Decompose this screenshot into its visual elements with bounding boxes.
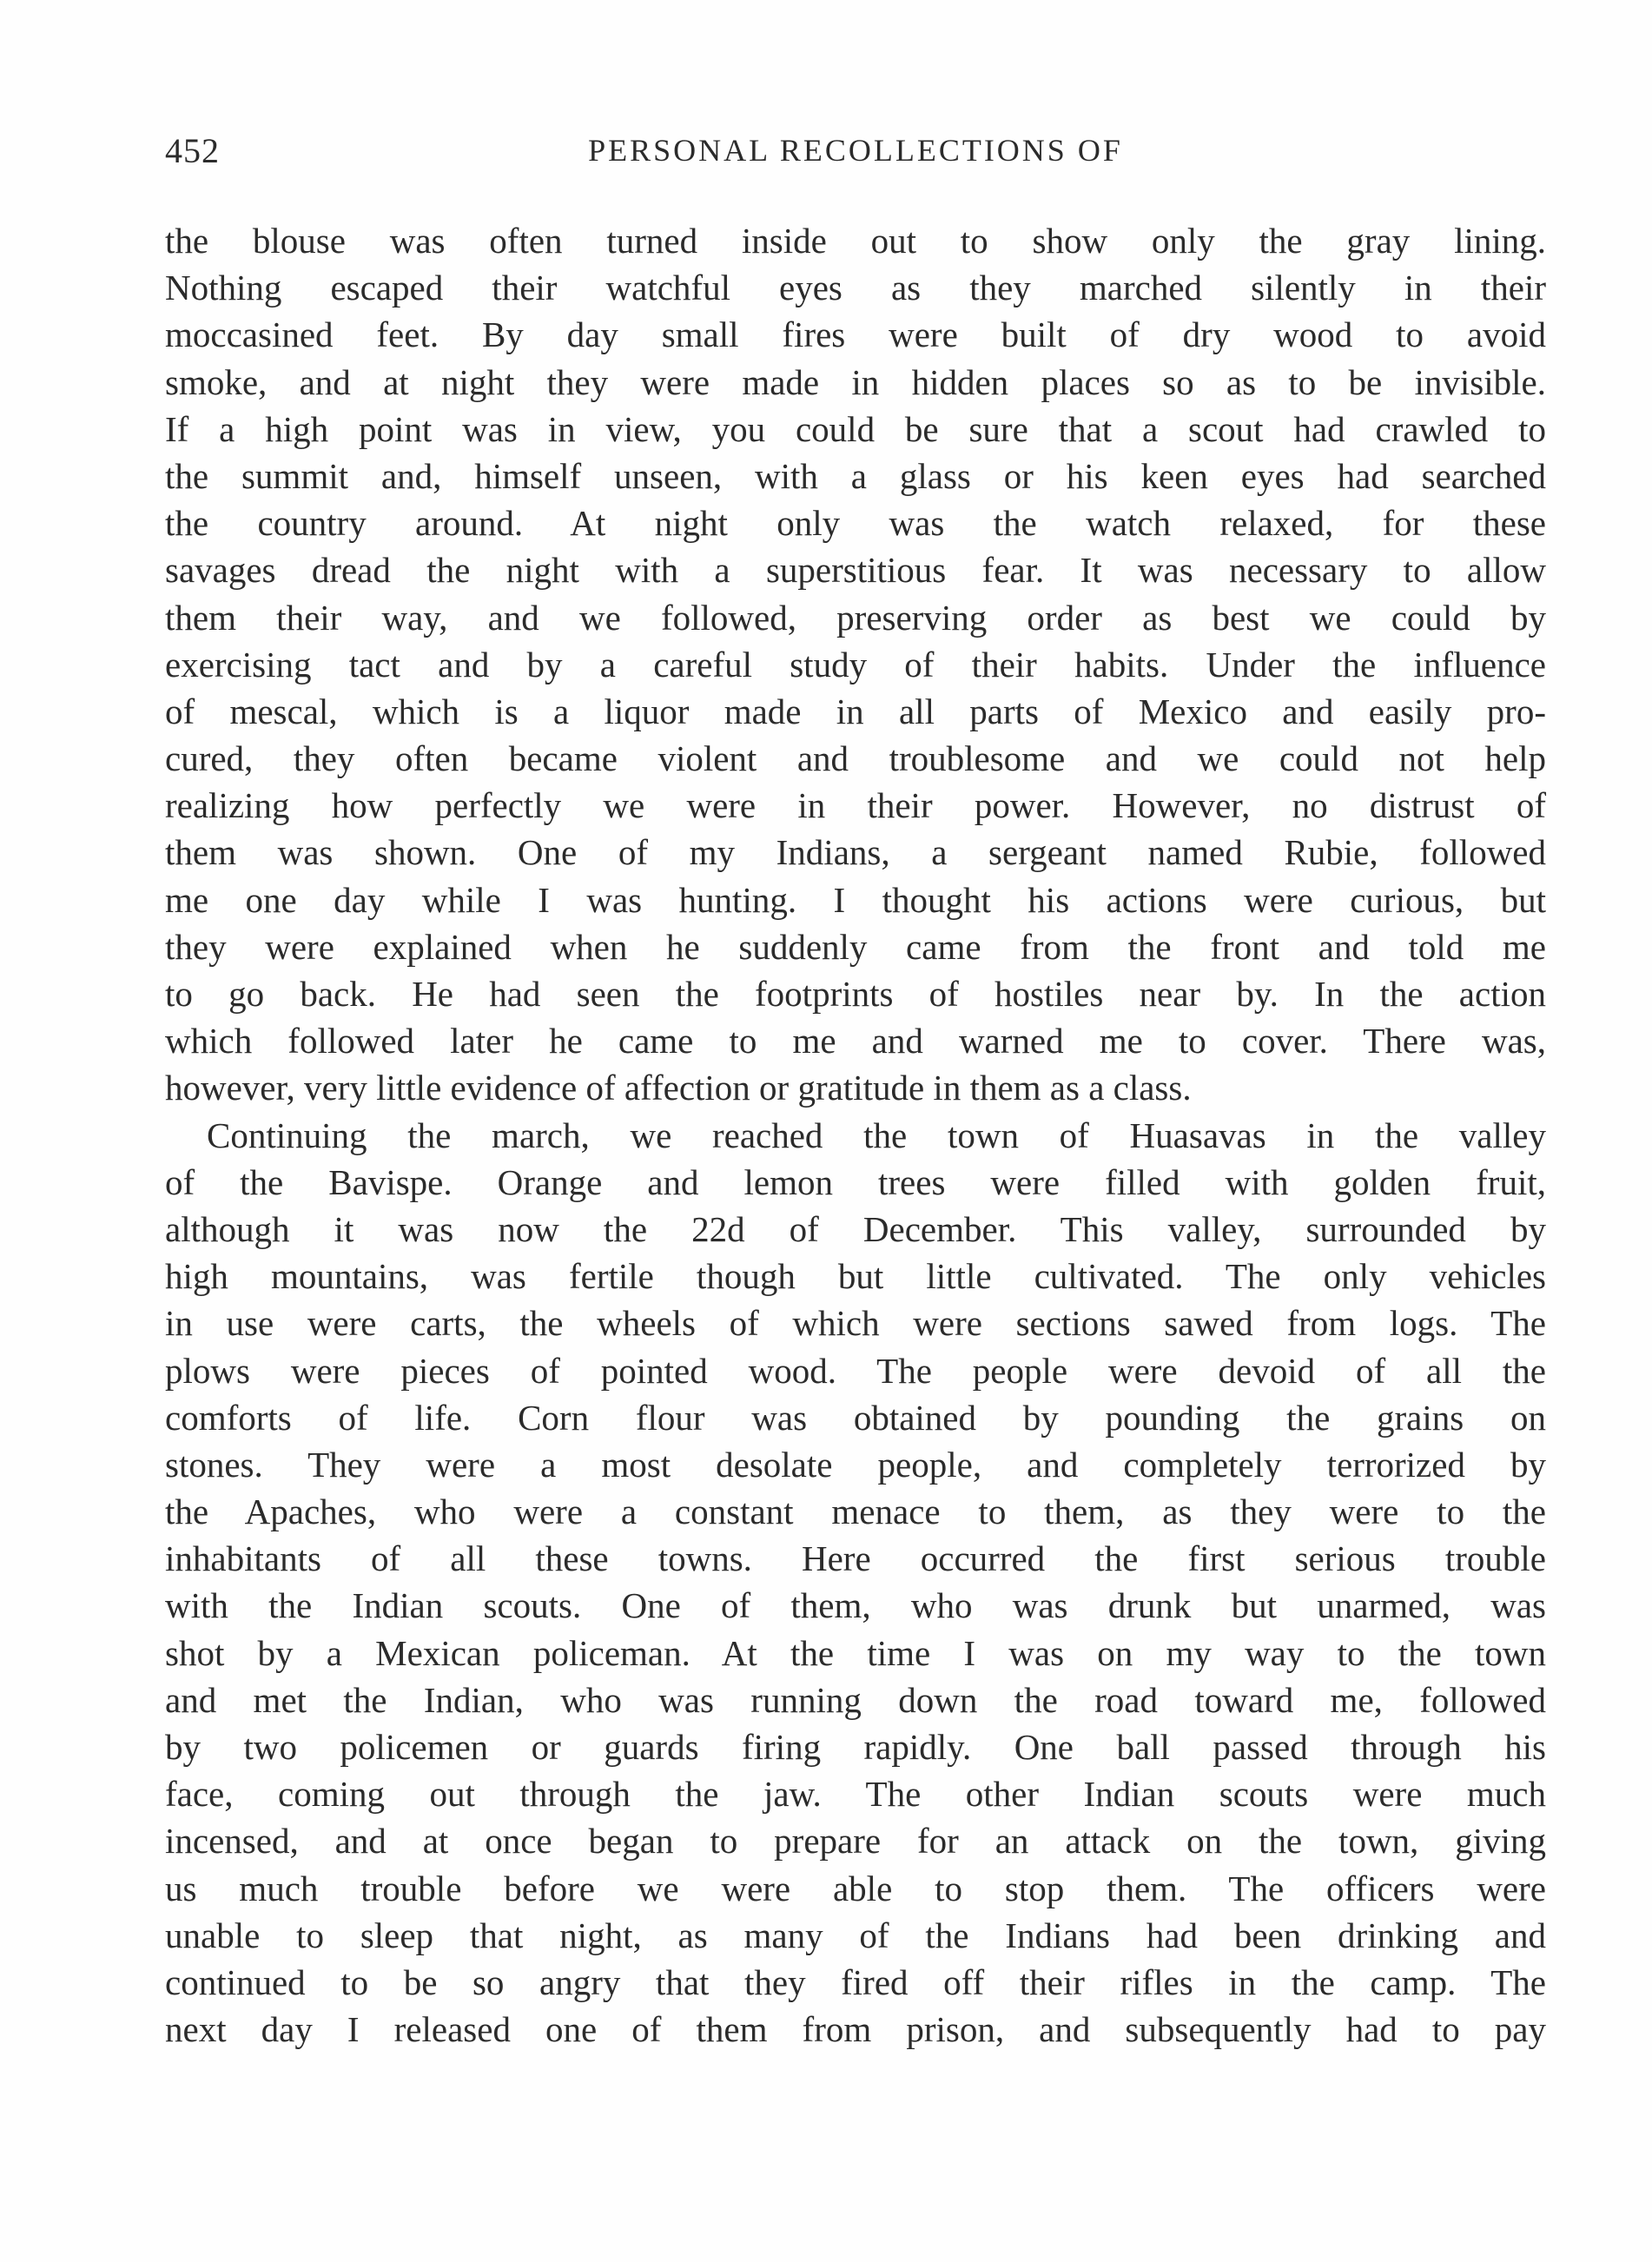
text-line: exercising tact and by a careful study of their habits. Under the influence (165, 644, 1546, 685)
text-line: with the Indian scouts. One of them, who was drunk but unarmed, was (165, 1585, 1546, 1626)
text-line: unable to sleep that night, as many of the Indians had been drinking and (165, 1915, 1546, 1955)
text-line: If a high point was in view, you could be sure that a scout had crawled to (165, 408, 1546, 449)
text-line: of mescal, which is a liquor made in all parts of Mexico and easily pro- (165, 691, 1546, 731)
body-text (165, 217, 1546, 2053)
page-number: 452 (165, 131, 220, 170)
text-line: continued to be so angry that they fired off their rifles in the camp. The (165, 1961, 1546, 2002)
text-line: the summit and, himself unseen, with a glass or his keen eyes had searched (165, 455, 1546, 496)
text-line: inhabitants of all these towns. Here occurred the first serious trouble (165, 1538, 1546, 1579)
text-line: face, coming out through the jaw. The other Indian scouts were much (165, 1774, 1546, 1815)
text-line: smoke, and at night they were made in hidden places so as to be invisible. (165, 361, 1546, 402)
text-line: of the Bavispe. Orange and lemon trees were filled with golden fruit, (165, 1161, 1546, 1202)
text-line: and met the Indian, who was running down the road toward me, followed (165, 1679, 1546, 1720)
text-line: high mountains, was fertile though but little cultivated. The only vehicles (165, 1256, 1546, 1297)
text-line: Continuing the march, we reached the town of Huasavas in the valley (207, 1114, 1546, 1155)
text-line: which followed later he came to me and warned me to cover. There was, (165, 1021, 1546, 1062)
text-line: shot by a Mexican policeman. At the time I was on my way to the town (165, 1632, 1546, 1673)
text-line: them their way, and we followed, preserving order as best we could by (165, 597, 1546, 638)
text-line: moccasined feet. By day small fires were built of dry wood to avoid (165, 314, 1546, 355)
text-line: comforts of life. Corn flour was obtained by pounding the grains on (165, 1397, 1546, 1438)
text-line: stones. They were a most desolate people, and completely terrorized by (165, 1444, 1546, 1485)
text-line: plows were pieces of pointed wood. The people were devoid of all the (165, 1350, 1546, 1391)
text-line: next day I released one of them from prison, and subsequently had to pay (165, 2009, 1546, 2050)
text-line: the country around. At night only was the watch relaxed, for these (165, 503, 1546, 544)
text-line: to go back. He had seen the footprints of hostiles near by. In the action (165, 974, 1546, 1014)
text-line: they were explained when he suddenly came from the front and told me (165, 926, 1546, 967)
text-line: realizing how perfectly we were in their power. However, no distrust of (165, 785, 1546, 826)
text-line: however, very little evidence of affection or gratitude in them as a class. (165, 1068, 1192, 1108)
text-line: the Apaches, who were a constant menace to them, as they were to the (165, 1491, 1546, 1532)
text-line: by two policemen or guards firing rapidly. One ball passed through his (165, 1727, 1546, 1767)
page-header (165, 130, 1546, 182)
text-line: incensed, and at once began to prepare for an attack on the town, giving (165, 1821, 1546, 1862)
text-line: savages dread the night with a superstitious fear. It was necessary to allow (165, 550, 1546, 591)
text-line: although it was now the 22d of December. This valley, surrounded by (165, 1208, 1546, 1249)
text-line: the blouse was often turned inside out to show only the gray lining. (165, 221, 1546, 261)
text-line: us much trouble before we were able to stop them. The officers were (165, 1868, 1546, 1908)
text-line: cured, they often became violent and troublesome and we could not help (165, 738, 1546, 779)
text-line: in use were carts, the wheels of which were sections sawed from logs. The (165, 1303, 1546, 1344)
running-head: PERSONAL RECOLLECTIONS OF (588, 133, 1123, 168)
text-line: Nothing escaped their watchful eyes as they marched silently in their (165, 268, 1546, 308)
text-line: them was shown. One of my Indians, a sergeant named Rubie, followed (165, 832, 1546, 873)
text-line: me one day while I was hunting. I thought his actions were curious, but (165, 879, 1546, 920)
